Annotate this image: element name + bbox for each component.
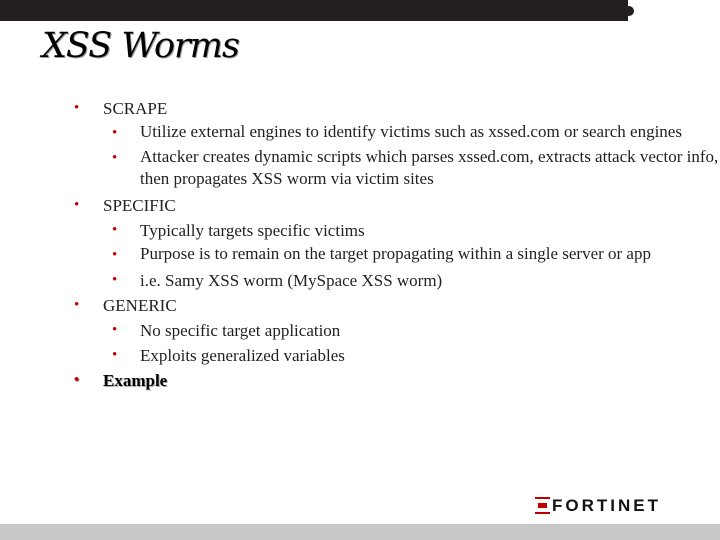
bullet-specific: • SPECIFIC: [0, 193, 720, 218]
sub-bullet-external-engines: • Utilize external engines to identify victims such as xssed.com or search engines: [0, 121, 720, 146]
bullet-example: • Example: [0, 368, 720, 393]
header-dot-icon: [624, 6, 634, 16]
header-bar-cap: [628, 0, 720, 21]
fortinet-logo: [535, 497, 661, 514]
bullet-list: [0, 96, 720, 393]
sub-bullet-generalized-variables: • Exploits generalized variables: [0, 343, 720, 368]
bullet-generic: • GENERIC: [0, 293, 720, 318]
sub-bullet-no-target: • No specific target application: [0, 318, 720, 343]
sub-bullet-purpose: • Purpose is to remain on the target propagating within a single server or app: [0, 243, 720, 268]
fortinet-logo-text: FORTINET: [552, 495, 661, 515]
slide-title: XSS Worms: [42, 26, 239, 66]
footer-bar: [0, 524, 720, 540]
sub-bullet-dynamic-scripts: • Attacker creates dynamic scripts which parses xssed.com, extracts attack vector info, then propagates XSS worm via victim sites: [0, 146, 720, 193]
bullet-scrape: • SCRAPE: [0, 96, 720, 121]
sub-bullet-targets-victims: • Typically targets specific victims: [0, 218, 720, 243]
sub-bullet-samy-worm: • i.e. Samy XSS worm (MySpace XSS worm): [0, 268, 720, 293]
fortinet-logo-mark-icon: [535, 497, 550, 514]
header-bar: [0, 0, 720, 21]
